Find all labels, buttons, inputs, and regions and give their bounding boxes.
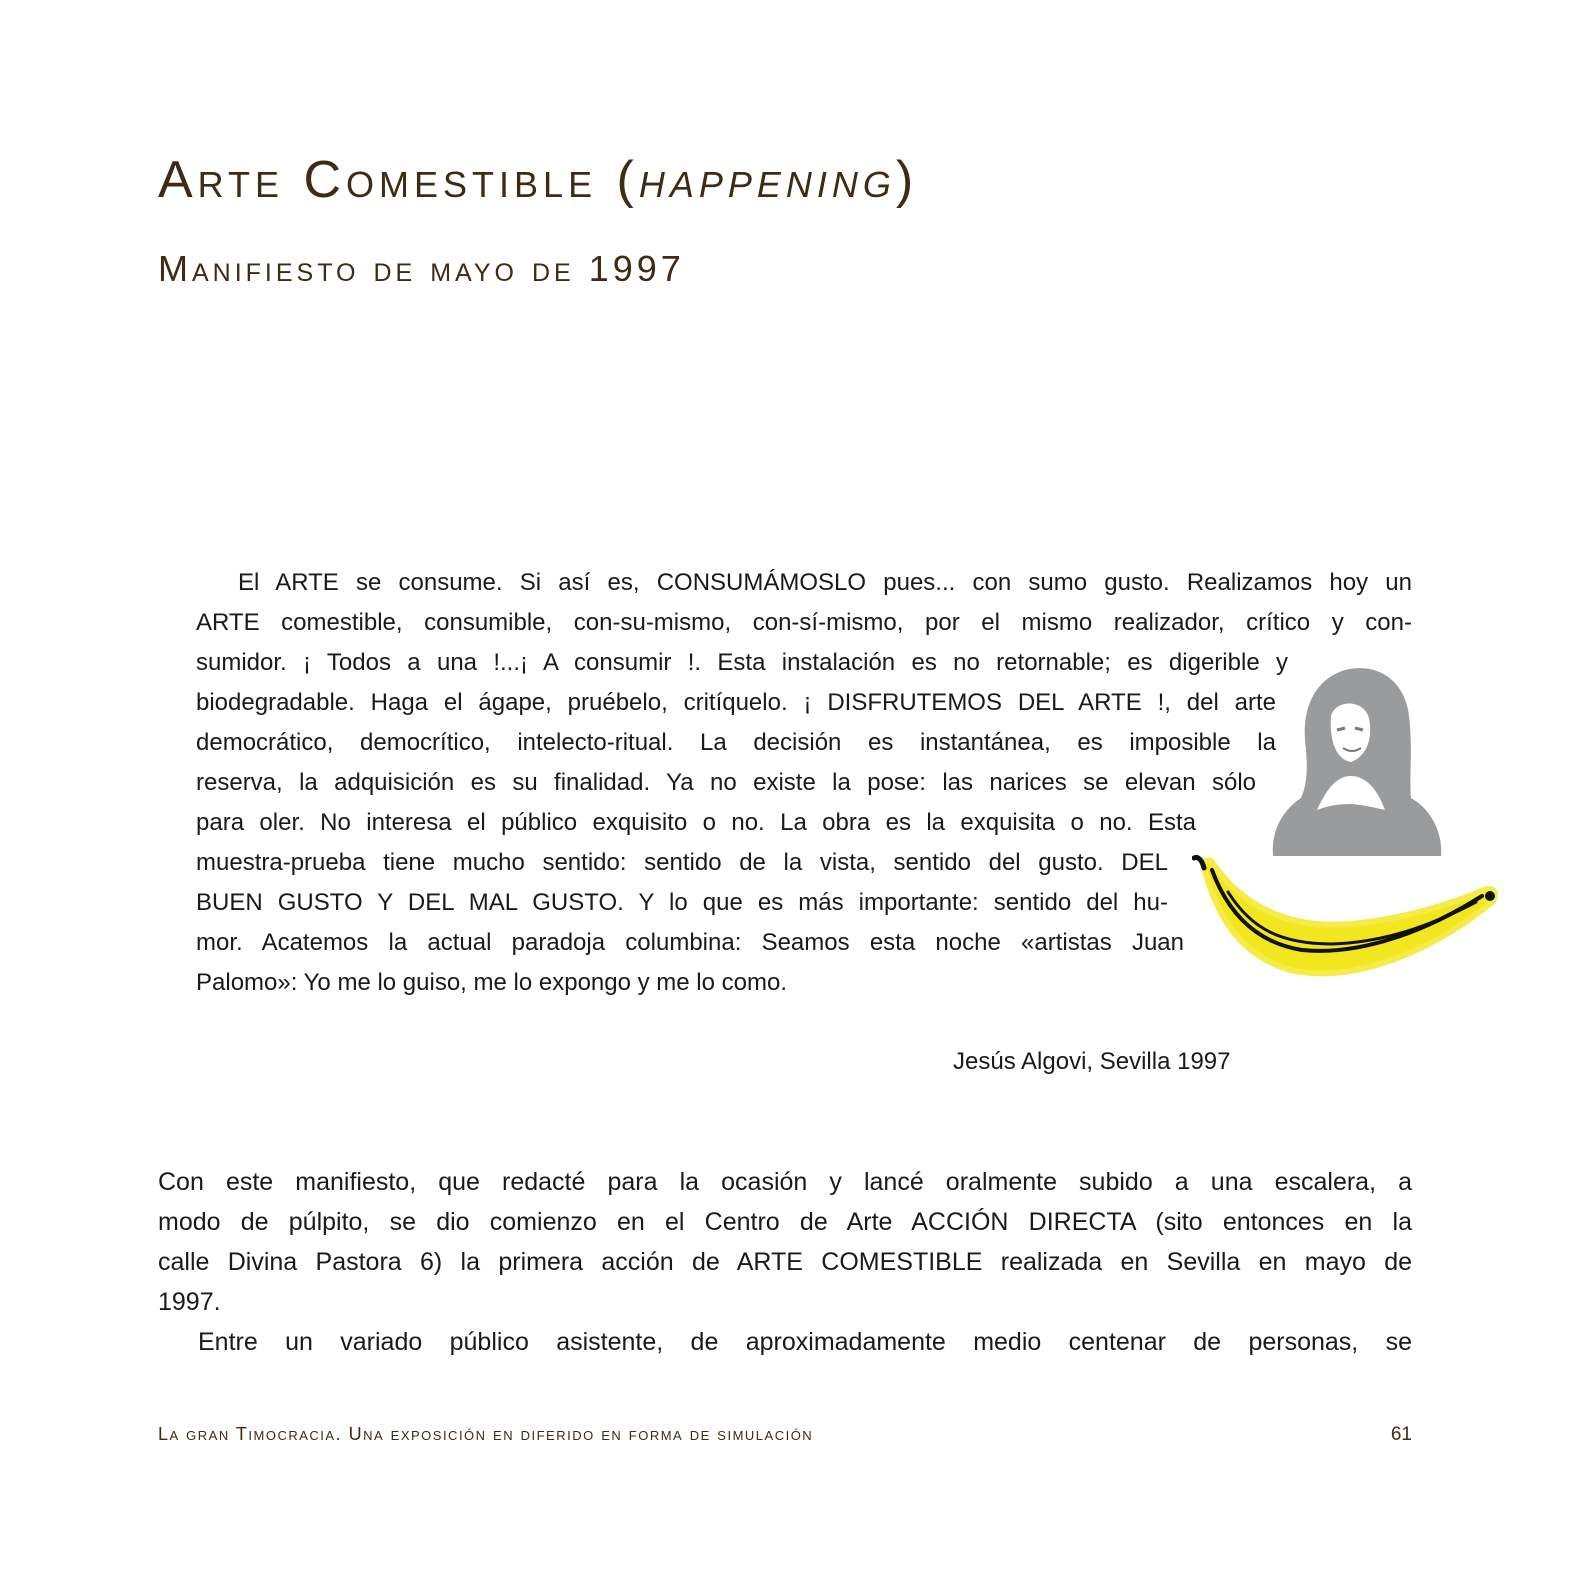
manifesto-line: ARTE comestible, consumible, con-su-mismo, con-sí-mismo, por el mismo realizador, crítico y con- bbox=[196, 609, 1412, 636]
body-line: Con este manifiesto, que redacté para la ocasión y lancé oralmente subido a una escalera, a bbox=[158, 1168, 1412, 1196]
footer-book-title: La gran Timocracia. Una exposición en diferido en forma de simulación bbox=[158, 1424, 814, 1444]
page-title bbox=[158, 150, 918, 210]
title-close: ) bbox=[895, 151, 919, 209]
mona-lisa-silhouette bbox=[1273, 668, 1441, 856]
manifesto-line: muestra-prueba tiene mucho sentido: sentido de la vista, sentido del gusto. DEL bbox=[196, 849, 1168, 876]
manifesto-line: mor. Acatemos la actual paradoja columbina: Seamos esta noche «artistas Juan bbox=[196, 929, 1184, 956]
manifesto-line: reserva, la adquisición es su finalidad. Ya no existe la pose: las narices se elevan sólo bbox=[196, 769, 1256, 796]
body-line: Entre un variado público asistente, de aproximadamente medio centenar de personas, se bbox=[198, 1328, 1412, 1356]
manifesto-line: biodegradable. Haga el ágape, pruébelo, critíquelo. ¡ DISFRUTEMOS DEL ARTE !, del arte bbox=[196, 689, 1276, 716]
banana-illustration bbox=[1192, 852, 1508, 984]
body-line: modo de púlpito, se dio comienzo en el Centro de Arte ACCIÓN DIRECTA (sito entonces en la bbox=[158, 1208, 1412, 1236]
body-line: 1997. bbox=[158, 1288, 221, 1316]
manifesto-line: Palomo»: Yo me lo guiso, me lo expongo y me lo como. bbox=[196, 969, 787, 996]
page-subtitle: Manifiesto de mayo de 1997 bbox=[158, 248, 685, 289]
manifesto-signature: Jesús Algovi, Sevilla 1997 bbox=[953, 1048, 1231, 1075]
manifesto-line: para oler. No interesa el público exquisito o no. La obra es la exquisita o no. Esta bbox=[196, 809, 1196, 836]
body-paragraphs bbox=[158, 1162, 1412, 1362]
manifesto-line: democrático, democrítico, intelecto-ritual. La decisión es instantánea, es imposible la bbox=[196, 729, 1276, 756]
page-footer bbox=[158, 1424, 1412, 1452]
body-line: calle Divina Pastora 6) la primera acción de ARTE COMESTIBLE realizada en Sevilla en mayo de bbox=[158, 1248, 1412, 1276]
manifesto-line: BUEN GUSTO Y DEL MAL GUSTO. Y lo que es más importante: sentido del hu- bbox=[196, 889, 1168, 916]
page-number: 61 bbox=[1390, 1424, 1412, 1445]
mona-lisa-illustration bbox=[1265, 660, 1445, 860]
manifesto-line: El ARTE se consume. Si así es, CONSUMÁMOSLO pues... con sumo gusto. Realizamos hoy un bbox=[238, 569, 1412, 596]
title-italic: happening bbox=[638, 151, 896, 209]
title-main: Arte Comestible ( bbox=[158, 151, 639, 209]
manifesto-line: sumidor. ¡ Todos a una !...¡ A consumir !. Esta instalación es no retornable; es digerible y bbox=[196, 649, 1288, 676]
